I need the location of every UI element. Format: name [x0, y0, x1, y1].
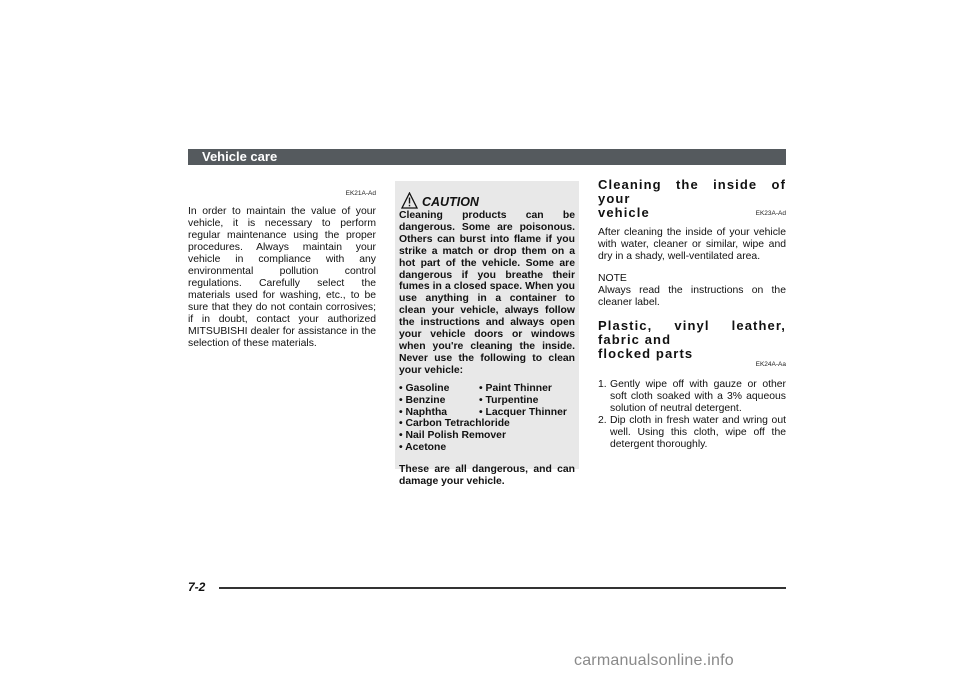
steps-list [598, 379, 786, 451]
section-heading: flocked parts [598, 346, 694, 361]
note-label: NOTE [598, 273, 627, 284]
step-number: 2. [598, 415, 607, 426]
reference-code: EK23A-Ad [755, 210, 786, 217]
reference-code: EK24A-Aa [755, 361, 786, 368]
watermark: carmanualsonline.info [574, 652, 734, 669]
list-item: • Nail Polish Remover [399, 430, 507, 442]
warning-triangle-icon [401, 192, 418, 209]
note-text: Always read the instructions on the cleaner label. [598, 285, 786, 308]
step-text: Dip cloth in fresh water and wring out well. Using this cloth, wipe off the detergent thoroughly. [610, 415, 786, 450]
section-heading: vehicle [598, 205, 650, 220]
list-item: • Lacquer Thinner [479, 406, 567, 418]
right-column [598, 178, 786, 451]
section-header-bar [188, 149, 786, 165]
caution-header [401, 187, 575, 209]
list-item: • Benzine [399, 394, 446, 406]
footer-rule [219, 587, 786, 589]
list-item: • Turpentine [479, 394, 539, 406]
section-paragraph: After cleaning the inside of your vehicle with water, cleaner or similar, wipe and dry in a shady, well-ventilated area. [598, 227, 786, 262]
step-number: 1. [598, 379, 607, 390]
list-item [598, 379, 786, 415]
caution-title: CAUTION [422, 195, 479, 210]
list-item: • Acetone [399, 442, 447, 454]
section-heading: Cleaning the inside of your [598, 177, 786, 206]
step-text: Gently wipe off with gauze or other soft cloth soaked with a 3% aqueous solution of neutral detergent. [610, 379, 786, 414]
section-heading: Plastic, vinyl leather, fabric and [598, 318, 786, 347]
section-title: Vehicle care [202, 149, 278, 164]
chemical-list [399, 383, 575, 454]
reference-code: EK21A-Ad [345, 190, 376, 197]
page-number: 7-2 [188, 580, 206, 594]
caution-text: Cleaning products can be dangerous. Some are poisonous. Others can burst into flame if you strike a match or drop them on a hot part of the vehicle. Some are dangerous if you breathe their fumes in a closed space. When you use anything in a container to clean your vehicle, always follow the instructions and always open your vehicle doors or windows when you're cleaning the inside. Never use the following to clean your vehicle: [399, 210, 575, 376]
intro-paragraph: In order to maintain the value of your vehicle, it is necessary to perform regular maintenance using the proper procedures. Always maintain your vehicle in compliance with any environmental pollution control regulations. Carefully select the materials used for washing, etc., to be sure that they do not contain corrosives; if in doubt, contact your authorized MITSUBISHI dealer for assistance in the selection of these materials. [188, 206, 376, 349]
list-item: • Paint Thinner [479, 382, 552, 394]
list-item: • Carbon Tetrachloride [399, 418, 510, 430]
caution-box [395, 181, 579, 488]
list-item: • Gasoline [399, 382, 450, 394]
caution-warning: These are all dangerous, and can damage your vehicle. [399, 464, 575, 488]
list-item: • Naphtha [399, 406, 448, 418]
left-column [188, 190, 376, 350]
note-block [598, 273, 786, 309]
list-item [598, 415, 786, 451]
